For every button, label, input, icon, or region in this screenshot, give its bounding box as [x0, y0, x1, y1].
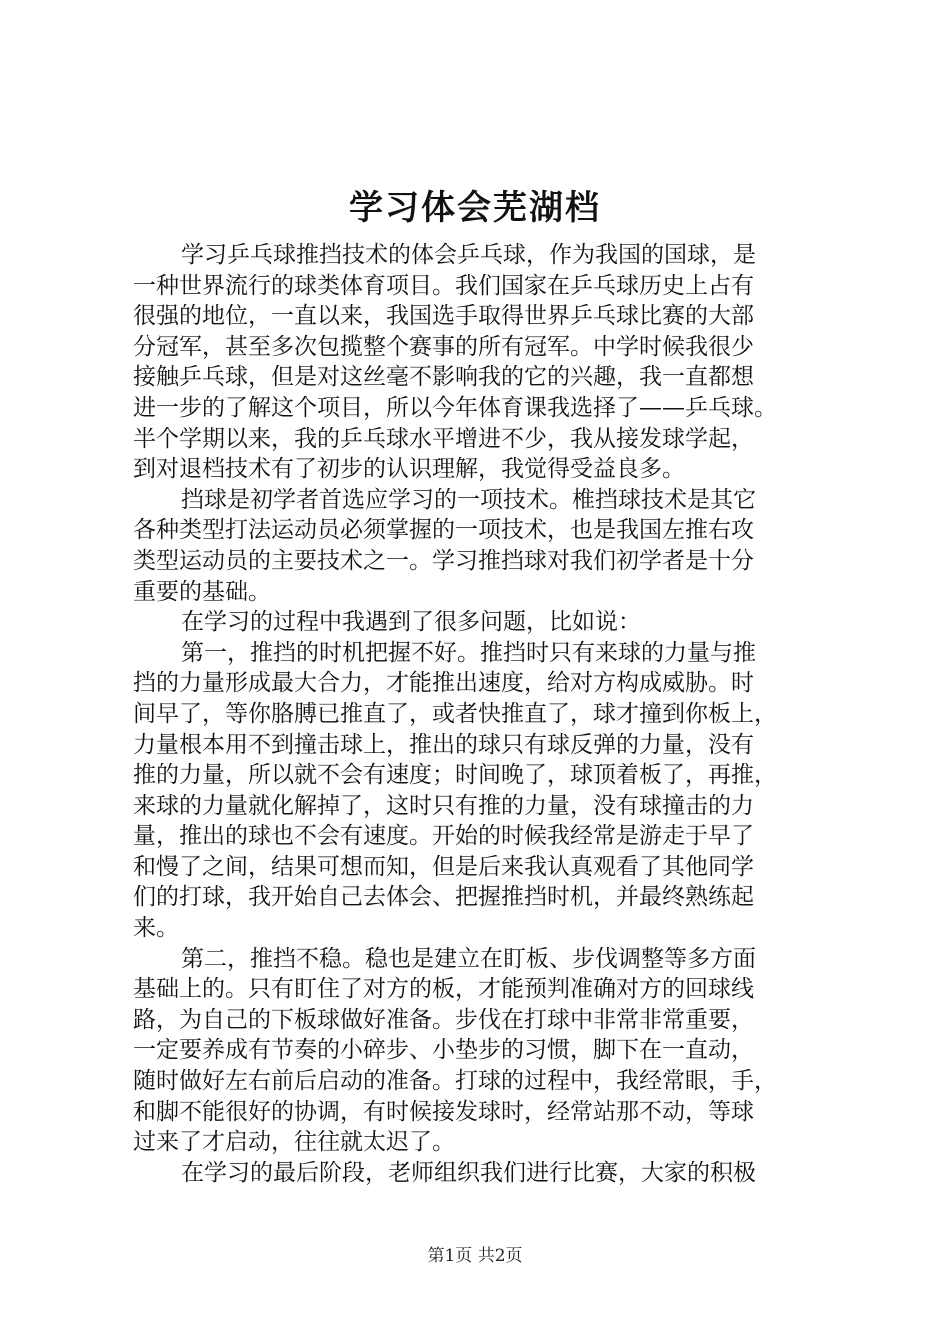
text-line: 接触乒乓球，但是对这丝毫不影响我的它的兴趣，我一直都想	[133, 364, 754, 391]
text-line: 分冠军，甚至多次包揽整个赛事的所有冠军。中学时候我很少	[133, 333, 754, 360]
page-number-footer: 第1页 共2页	[427, 1246, 523, 1266]
text-line: 各种类型打法运动员必须掌握的一项技术，也是我国左推右攻	[133, 517, 754, 544]
text-line: 随时做好左右前后启动的准备。打球的过程中，我经常眼，手，	[133, 1068, 777, 1095]
text-line: 一种世界流行的球类体育项目。我们国家在乒乓球历史上占有	[133, 272, 754, 299]
text-line: 类型运动员的主要技术之一。学习推挡球对我们初学者是十分	[133, 547, 754, 574]
text-line: 在学习的最后阶段，老师组织我们进行比赛，大家的积极	[181, 1159, 756, 1186]
text-line: 挡的力量形成最大合力，才能推出速度，给对方构成威胁。时	[133, 670, 754, 697]
text-line: 到对退档技术有了初步的认识理解，我觉得受益良多。	[133, 456, 685, 483]
text-line: 来球的力量就化解掉了，这时只有推的力量，没有球撞击的力	[133, 792, 754, 819]
text-line: 推的力量，所以就不会有速度；时间晚了，球顶着板了，再推，	[133, 762, 777, 789]
text-line: 第二，推挡不稳。稳也是建立在盯板、步伐调整等多方面	[181, 945, 756, 972]
text-line: 基础上的。只有盯住了对方的板，才能预判准确对方的回球线	[133, 976, 754, 1003]
text-line: 半个学期以来，我的乒乓球水平增进不少，我从接发球学起，	[133, 425, 754, 452]
text-line: 重要的基础。	[133, 578, 271, 605]
text-line: 们的打球，我开始自己去体会、把握推挡时机，并最终熟练起	[133, 884, 754, 911]
text-line: 进一步的了解这个项目，所以今年体育课我选择了——乒乓球。	[133, 394, 777, 421]
text-line: 力量根本用不到撞击球上，推出的球只有球反弹的力量，没有	[133, 731, 754, 758]
text-line: 量，推出的球也不会有速度。开始的时候我经常是游走于早了	[133, 823, 754, 850]
text-line: 间早了，等你胳膊已推直了，或者快推直了，球才撞到你板上，	[133, 700, 777, 727]
document-title: 学习体会芜湖档	[349, 188, 601, 228]
text-line: 学习乒乓球推挡技术的体会乒乓球，作为我国的国球，是	[181, 242, 756, 268]
text-line: 路，为自己的下板球做好准备。步伐在打球中非常非常重要，	[133, 1006, 754, 1033]
text-line: 在学习的过程中我遇到了很多问题，比如说：	[181, 609, 641, 636]
text-line: 第一，推挡的时机把握不好。推挡时只有来球的力量与推	[181, 639, 756, 666]
text-line: 和慢了之间，结果可想而知，但是后来我认真观看了其他同学	[133, 853, 754, 880]
document-body	[133, 240, 833, 1188]
text-line: 一定要养成有节奏的小碎步、小垫步的习惯，脚下在一直动，	[133, 1037, 754, 1064]
text-line: 和脚不能很好的协调，有时候接发球时，经常站那不动，等球	[133, 1098, 754, 1125]
text-line: 来。	[133, 915, 179, 942]
text-line: 挡球是初学者首选应学习的一项技术。椎挡球技术是其它	[181, 486, 756, 513]
text-line: 很强的地位，一直以来，我国选手取得世界乒乓球比赛的大部	[133, 303, 754, 330]
text-line: 过来了才启动，往往就太迟了。	[133, 1129, 455, 1156]
